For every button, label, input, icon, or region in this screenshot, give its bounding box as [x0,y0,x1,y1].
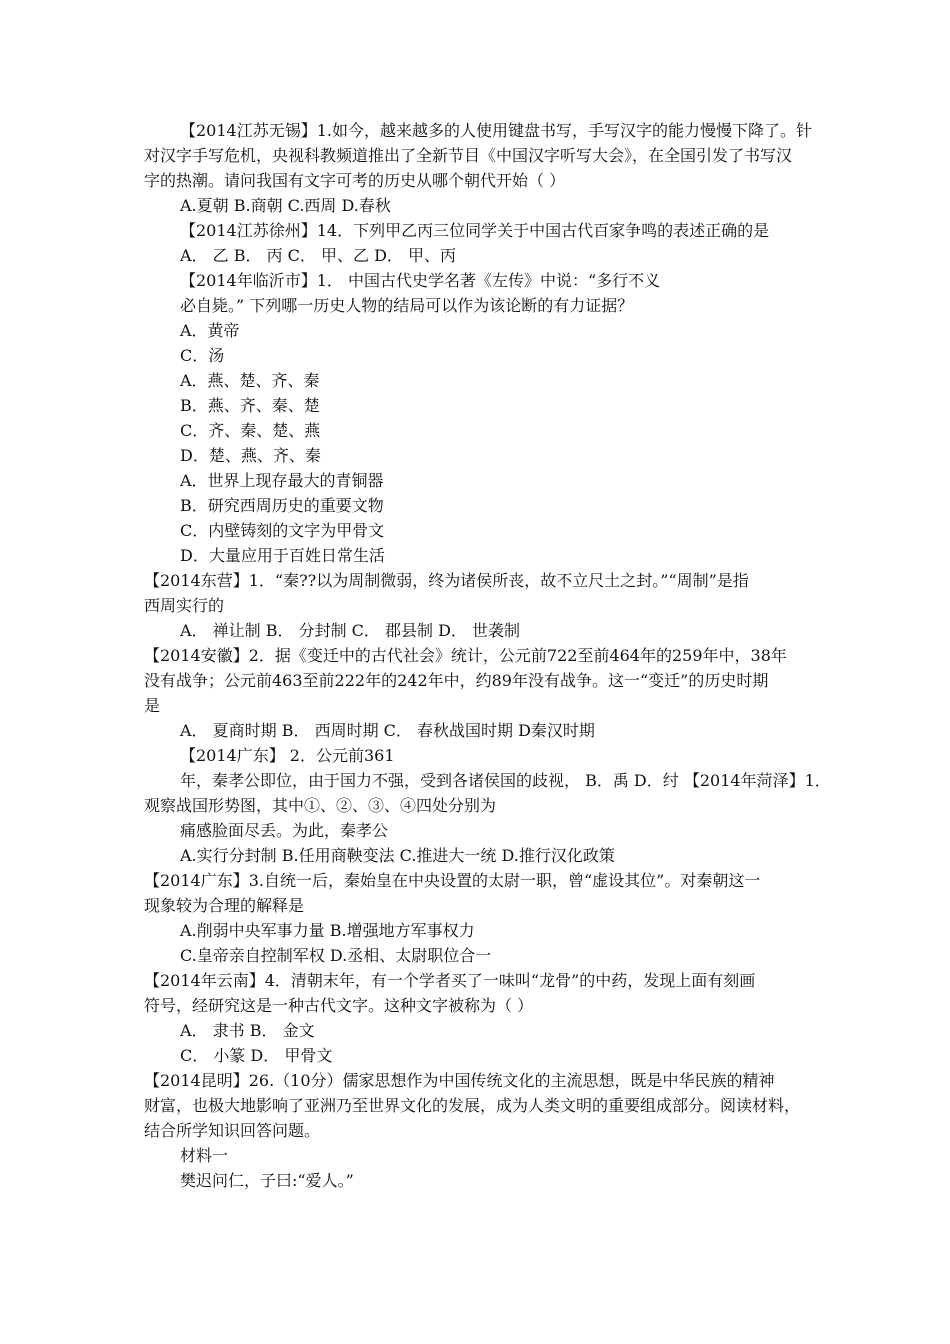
answer-options-dongying: A． 禅让制 B． 分封制 C． 郡县制 D． 世袭制 [180,621,520,640]
question-heze-line: 观察战国形势图，其中①、②、③、④四处分别为 [144,796,497,815]
answer-options-xuzhou: A． 乙 B． 丙 C． 甲、乙 D． 甲、丙 [180,246,456,265]
question-guangdong-line-3: 痛感脸面尽丢。为此，秦孝公 [180,821,389,840]
question-guangdong-3-line-2: 现象较为合理的解释是 [144,896,305,915]
question-wuxi-line-1: 【2014江苏无锡】1.如今，越来越多的人使用键盘书写，手写汉字的能力慢慢下降了。针 [180,121,812,140]
question-wuxi-line-2: 对汉字手写危机，央视科教频道推出了全新节目《中国汉字听写大会》，在全国引发了书写汉 [144,146,793,165]
answer-options-wuxi: A.夏朝 B.商朝 C.西周 D.春秋 [180,196,391,215]
answer-option-bronze-c: C．内壁铸刻的文字为甲骨文 [180,521,385,540]
question-guangdong-3-line-1: 【2014广东】3.自统一后，秦始皇在中央设置的太尉一职，曾“虚设其位”。对秦朝这一 [144,871,761,890]
question-guangdong-line-1: 【2014广东】 2．公元前361 [180,746,395,765]
question-kunming-line-3: 结合所学知识回答问题。 [144,1121,321,1140]
answer-options-guangdong-3-ab: A.削弱中央军事力量 B.增强地方军事权力 [180,921,475,940]
question-yunnan-line-1: 【2014年云南】4．清朝末年，有一个学者买了一味叫“龙骨”的中药，发现上面有刻画 [144,971,756,990]
question-anhui-line-3: 是 [144,696,161,715]
answer-options-anhui: A． 夏商时期 B． 西周时期 C． 春秋战国时期 D秦汉时期 [180,721,595,740]
answer-options-guangdong-3-cd: C.皇帝亲自控制军权 D.丞相、太尉职位合一 [180,946,492,965]
answer-option-heze-a: A．燕、楚、齐、秦 [180,371,320,390]
question-guangdong-line-2: 年，秦孝公即位，由于国力不强，受到各诸侯国的歧视， B．禹 D．纣 【2014年菏泽】1． [180,771,831,790]
question-kunming-line-1: 【2014昆明】26.（10分）儒家思想作为中国传统文化的主流思想，既是中华民族的精神 [144,1071,775,1090]
question-wuxi-line-3: 字的热潮。请问我国有文字可考的历史从哪个朝代开始（ ） [144,171,566,190]
question-linyi-line-2: 必自毙。” 下列哪一历史人物的结局可以作为该论断的有力证据？ [180,296,634,315]
answer-option-bronze-b: B．研究西周历史的重要文物 [180,496,384,515]
question-dongying-line-2: 西周实行的 [144,596,225,615]
answer-options-yunnan-ab: A． 隶书 B． 金文 [180,1021,315,1040]
question-linyi-line-1: 【2014年临沂市】1． 中国古代史学名著《左传》中说：“多行不义 [180,271,661,290]
answer-option-bronze-d: D．大量应用于百姓日常生活 [180,546,385,565]
answer-option-heze-c: C．齐、秦、楚、燕 [180,421,321,440]
answer-options-guangdong: A.实行分封制 B.任用商鞅变法 C.推进大一统 D.推行汉化政策 [180,846,615,865]
answer-option-linyi-a: A．黄帝 [180,321,240,340]
answer-option-heze-d: D．楚、燕、齐、秦 [180,446,321,465]
answer-option-bronze-a: A．世界上现存最大的青铜器 [180,471,384,490]
question-kunming-line-2: 财富，也极大地影响了亚洲乃至世界文化的发展，成为人类文明的重要组成部分。阅读材料， [144,1096,801,1115]
answer-option-linyi-c: C．汤 [180,346,225,365]
answer-options-yunnan-cd: C． 小篆 D． 甲骨文 [180,1046,333,1065]
material-one-label: 材料一 [180,1146,229,1165]
question-anhui-line-1: 【2014安徽】2．据《变迁中的古代社会》统计，公元前722至前464年的259年中，38年 [144,646,787,665]
material-one-text: 樊迟问仁，子曰:“爱人。” [180,1171,354,1190]
question-xuzhou: 【2014江苏徐州】14．下列甲乙丙三位同学关于中国古代百家争鸣的表述正确的是 [180,221,770,240]
answer-option-heze-b: B．燕、齐、秦、楚 [180,396,320,415]
question-dongying-line-1: 【2014东营】1．“秦??以为周制微弱，终为诸侯所丧，故不立尺土之封。”“周制”是指 [144,571,749,590]
question-anhui-line-2: 没有战争；公元前463至前222年的242年中，约89年没有战争。这一“变迁”的历史时期 [144,671,769,690]
document-body [144,118,831,1193]
question-yunnan-line-2: 符号，经研究这是一种古代文字。这种文字被称为（ ） [144,996,534,1015]
